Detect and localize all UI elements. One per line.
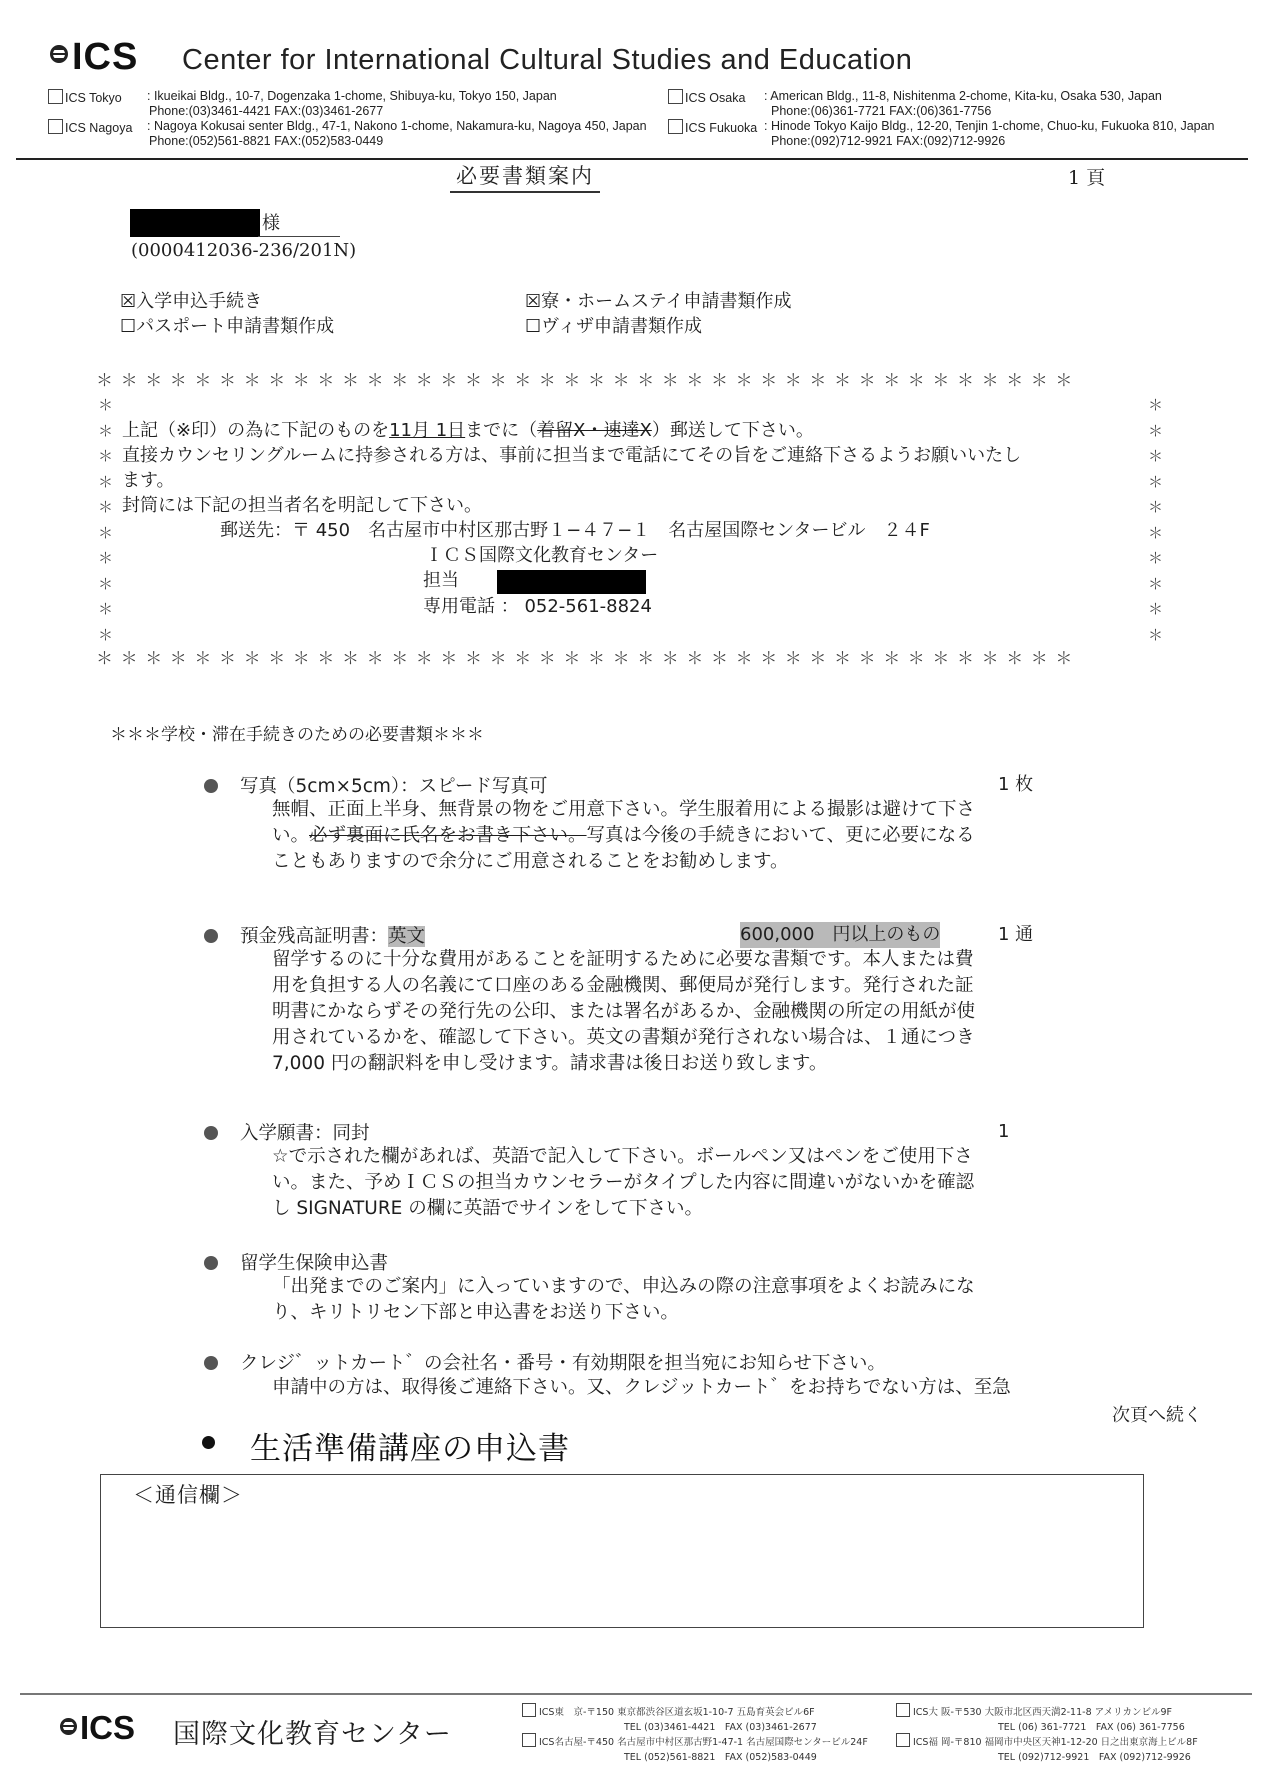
check-admission: ☒入学申込手続き — [120, 291, 263, 312]
office-checkbox — [48, 89, 63, 104]
mailing-address: 郵送先：〒 450 名古屋市中村区那古野１−４７−１ 名古屋国際センタービル ２４F — [220, 520, 930, 541]
item-insurance-desc: 「出発までのご案内」に入っていますので、申込みの際の注意事項をよくお読みにな り、キリトリセン下部と申込書をお送り下さい。 — [272, 1276, 975, 1323]
item-photo-desc: 無帽、正面上半身、無背景の物をご用意下さい。学生服着用による撮影は避けて下さ い。必ず裏面に氏名をお書き下さい。写真は今後の手続きにおいて、更に必要になる こともありますので余分にご用意されることをお勧めします。 — [272, 799, 976, 872]
continued-next-page: 次頁へ続く — [1112, 1405, 1202, 1426]
item-bank-qty: 1 通 — [998, 924, 1034, 945]
item-application-qty: 1 — [998, 1121, 1010, 1142]
communication-box — [100, 1474, 1144, 1628]
bullet — [204, 1356, 218, 1370]
section-title: ＊＊＊学校・滞在手続きのための必要書類＊＊＊ — [110, 725, 484, 745]
office-checkbox — [896, 1733, 910, 1747]
item-photo-title: 写真（5cm×5cm）：スピード写真可 — [240, 776, 548, 797]
dedicated-phone: 専用電話 ： 052-561-8824 — [423, 596, 652, 617]
footer-office-osaka: ICS大 阪-〒530 大阪市北区西天満2-11-8 アメリカンビル9F TEL (06) 361-7721 FAX (06) 361-7756 — [896, 1703, 1185, 1735]
check-dormitory: ☒寮・ホームステイ申請書類作成 — [525, 291, 792, 312]
honorific: 様 — [262, 213, 280, 234]
doc-title: 必要書類案内 — [450, 160, 600, 193]
office-nagoya: ICS Nagoya : Nagoya Kokusai senter Bldg., 47-1, Nakono 1-chome, Nakamura-ku, Nagoya 450, Japan Phone:(052)561-8821 FAX:(052)583-0449 — [48, 119, 668, 151]
footer-rule — [20, 1693, 1252, 1695]
bullet — [204, 1126, 218, 1140]
redacted-contact — [497, 570, 646, 594]
footer-globe-icon — [60, 1718, 77, 1735]
office-checkbox — [668, 89, 683, 104]
office-osaka: ICS Osaka : American Bldg., 11-8, Nishitenma 2-chome, Kita-ku, Osaka 530, Japan Phone:(06)361-7721 FAX:(06)361-7756 — [668, 89, 1228, 121]
office-tokyo: ICS Tokyo : Ikueikai Bldg., 10-7, Dogenzaka 1-chome, Shibuya-ku, Tokyo 150, Japan Phone:(03)3461-4421 FAX:(03)3461-2677 — [48, 89, 668, 121]
footer-office-fukuoka: ICS福 岡-〒810 福岡市中央区天神1-12-20 日之出東京海上ビル8F TEL (092)712-9921 FAX (092)712-9926 — [896, 1733, 1198, 1765]
bullet — [204, 779, 218, 793]
redacted-name — [130, 209, 260, 237]
communication-label: ＜通信欄＞ — [133, 1483, 243, 1507]
org-name: Center for International Cultural Studies and Education — [182, 44, 913, 76]
item-credit-title: クレジ゛ットカート゛の会社名・番号・有効期限を担当宛にお知らせ下さい。 — [240, 1353, 886, 1374]
star-border-bottom: ＊＊＊＊＊＊＊＊＊＊＊＊＊＊＊＊＊＊＊＊＊＊＊＊＊＊＊＊＊＊＊＊＊＊＊＊＊＊＊＊ — [96, 649, 1080, 669]
office-checkbox — [522, 1703, 536, 1717]
bullet — [204, 929, 218, 943]
office-checkbox — [522, 1733, 536, 1747]
handwritten-bullet — [202, 1436, 215, 1449]
ics-logo: ICS — [72, 36, 139, 78]
item-application-title: 入学願書：同封 — [240, 1123, 370, 1144]
notice-line-3: ます。 — [122, 470, 175, 491]
item-bank-desc: 留学するのに十分な費用があることを証明するために必要な書類です。本人または費 用を負担する人の名義にて口座のある金融機関、郵便局が発行します。発行された証 明書にかならずその発行先の公印、または署名があるか、金融機関の所定の用紙が使 用されているかを、確認して下さい。英文の書類が発行されない場合は、１通につき 7,000 円の翻訳料を申し受けます。請求書は後日お送り致します。 — [272, 949, 976, 1074]
page-number: 1 頁 — [1068, 167, 1106, 189]
office-checkbox — [48, 119, 63, 134]
office-checkbox — [668, 119, 683, 134]
contact-label: 担当 — [423, 570, 459, 591]
notice-line-1: 上記（※印）の為に下記のものを11月 1日までに（着留X・速達X）郵送して下さい。 — [122, 420, 814, 441]
bullet — [204, 1256, 218, 1270]
check-visa: ☐ヴィザ申請書類作成 — [525, 316, 703, 337]
notice-line-4: 封筒には下記の担当者名を明記して下さい。 — [122, 495, 482, 516]
footer-logo: ICS — [80, 1709, 136, 1746]
handwritten-note: 生活準備講座の申込書 — [250, 1431, 570, 1467]
reference-number: (0000412036-236/201N) — [131, 240, 357, 261]
check-passport: ☐パスポート申請書類作成 — [120, 316, 335, 337]
ics-globe-icon — [50, 45, 68, 63]
office-fukuoka: ICS Fukuoka : Hinode Tokyo Kaijo Bldg., 12-20, Tenjin 1-chome, Chuo-ku, Fukuoka 810, Japan Phone:(092)712-9921 FAX:(092)712-9926 — [668, 119, 1228, 151]
notice-line-2: 直接カウンセリングルームに持参される方は、事前に担当まで電話にてその旨をご連絡下さるようお願いいたし — [122, 445, 1022, 466]
name-underline — [258, 236, 340, 237]
footer-center-name: 国際文化教育センター — [173, 1719, 452, 1750]
header-rule — [16, 158, 1248, 160]
item-bank-amount: 600,000 円以上のもの — [740, 922, 940, 948]
office-checkbox — [896, 1703, 910, 1717]
star-border-right: ＊ ＊ ＊ ＊ ＊ ＊ ＊ ＊ ＊ ＊ — [1148, 396, 1164, 644]
center-name: ＩＣＳ国際文化教育センター — [425, 545, 659, 566]
star-border-left: ＊ ＊ ＊ ＊ ＊ ＊ ＊ ＊ ＊ ＊ — [98, 396, 114, 644]
footer-office-tokyo: ICS東 京-〒150 東京都渋谷区道玄坂1-10-7 五島育英会ビル6F TEL (03)3461-4421 FAX (03)3461-2677 — [522, 1703, 817, 1735]
item-bank-title: 預金残高証明書：英文 — [240, 926, 426, 947]
footer-office-nagoya: ICS名古屋-〒450 名古屋市中村区那古野1-47-1 名古屋国際センタービル24F TEL (052)561-8821 FAX (052)583-0449 — [522, 1733, 868, 1765]
item-insurance-title: 留学生保険申込書 — [240, 1253, 389, 1274]
item-credit-desc: 申請中の方は、取得後ご連絡下さい。又、クレジットカート゛をお持ちでない方は、至急 — [272, 1377, 1011, 1398]
star-border-top: ＊＊＊＊＊＊＊＊＊＊＊＊＊＊＊＊＊＊＊＊＊＊＊＊＊＊＊＊＊＊＊＊＊＊＊＊＊＊＊＊ — [96, 371, 1080, 391]
item-photo-qty: 1 枚 — [998, 774, 1034, 795]
item-application-desc: ☆で示された欄があれば、英語で記入して下さい。ボールペン又はペンをご使用下さ い。また、予めＩＣＳの担当カウンセラーがタイプした内容に間違いがないかを確認 し SIGNATURE の欄に英語でサインをして下さい。 — [272, 1146, 975, 1219]
